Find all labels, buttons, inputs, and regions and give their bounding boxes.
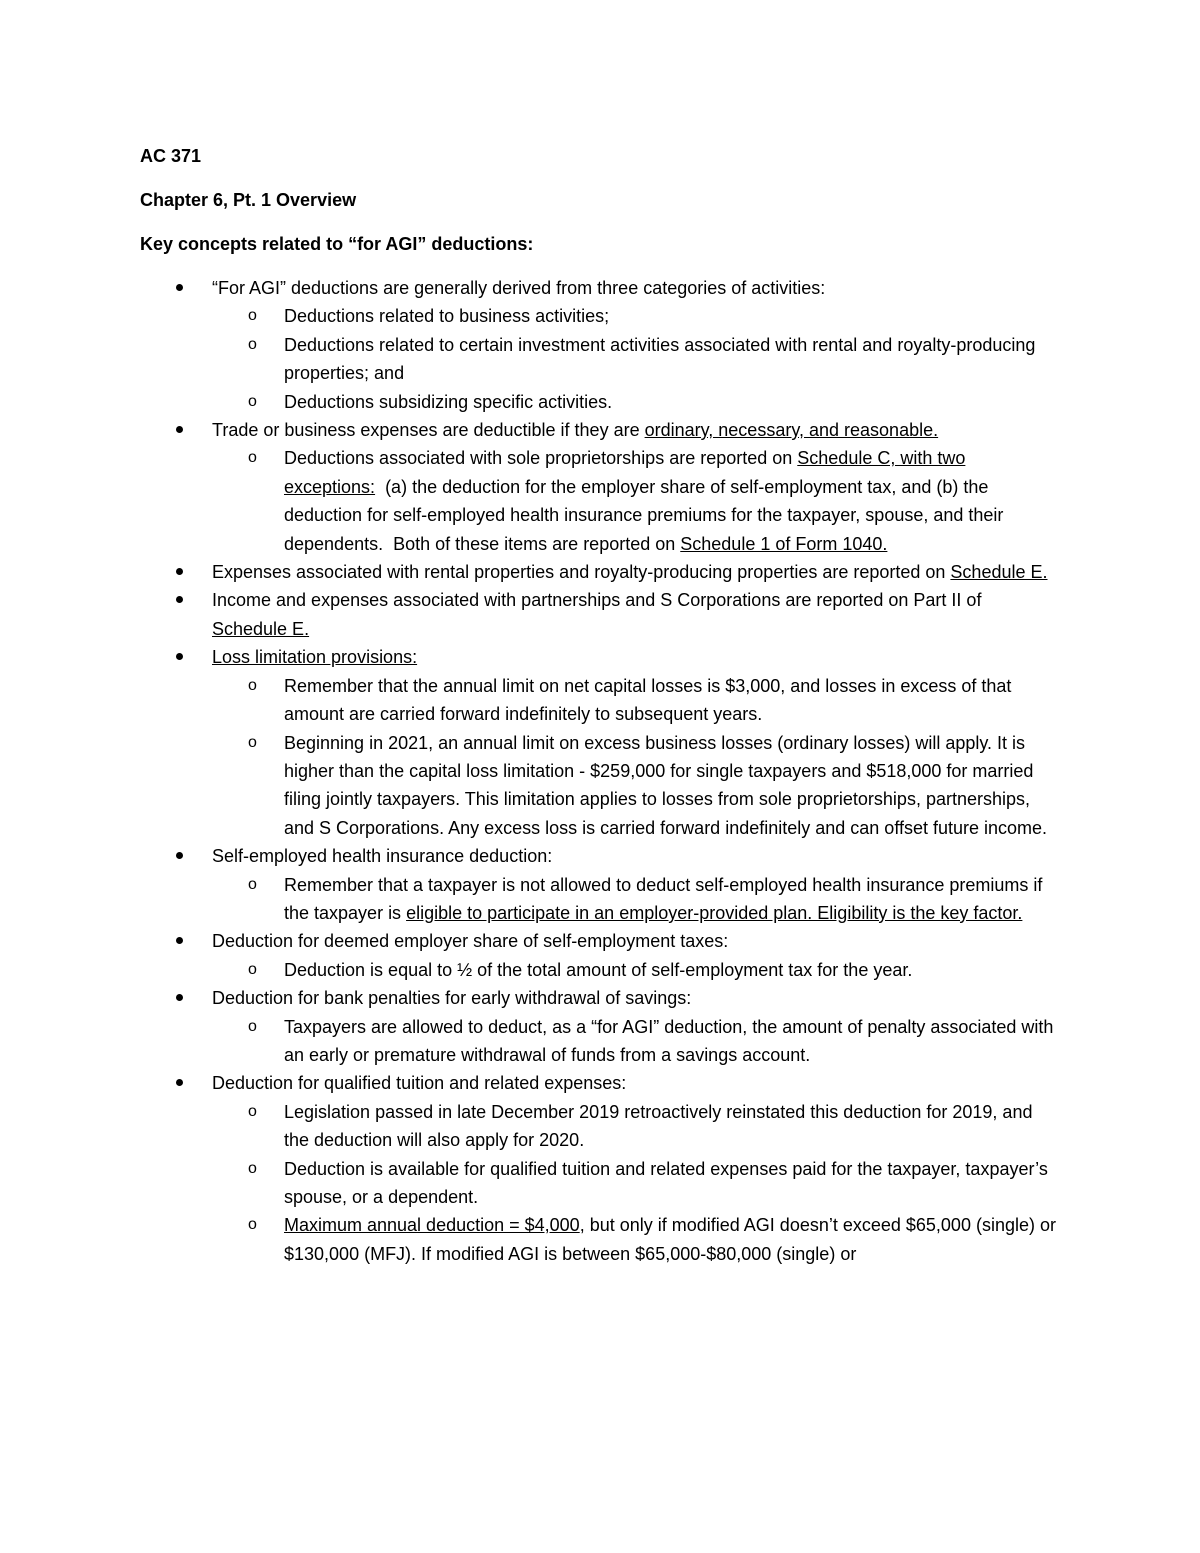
sub-item-text: Legislation passed in late December 2019 retroactively reinstated this deduction for 2019, and the deduction will also apply for 2020. xyxy=(284,1101,1033,1151)
underlined-text: ordinary, necessary, and reasonable. xyxy=(644,420,939,441)
sub-item-text: Deductions subsidizing specific activities. xyxy=(284,391,613,412)
bullet-text: Deduction for qualified tuition and related expenses: xyxy=(212,1073,627,1094)
bullet-icon xyxy=(176,1079,183,1086)
sub-item xyxy=(212,672,1060,729)
sub-item xyxy=(212,331,1060,388)
sub-item xyxy=(212,956,1060,984)
bullet-item-bank-penalties xyxy=(140,984,1060,1069)
sub-item-text: Deductions related to business activities; xyxy=(284,306,610,327)
bullet-icon xyxy=(176,426,183,433)
sub-item-text: Remember that a taxpayer is not allowed to deduct self-employed health insurance premiums if the taxpayer is xyxy=(284,874,1043,923)
sub-bullet-icon: o xyxy=(248,392,257,410)
bullet-item-employer-share xyxy=(140,927,1060,984)
sub-item xyxy=(212,302,1060,330)
sub-item-text: Deduction is available for qualified tuition and related expenses paid for the taxpayer, taxpayer’s spouse, or a dependent. xyxy=(284,1158,1048,1207)
sub-bullet-icon: o xyxy=(248,1017,257,1035)
bullet-icon xyxy=(176,568,183,575)
sub-list xyxy=(212,302,1060,416)
sub-bullet-icon: o xyxy=(248,1216,257,1234)
sub-item xyxy=(212,388,1060,416)
bullet-text: Deduction for bank penalties for early withdrawal of savings: xyxy=(212,988,692,1009)
sub-item xyxy=(212,729,1060,843)
sub-item-text: Deductions related to certain investment activities associated with rental and royalty-producing properties; and xyxy=(284,334,1036,384)
underlined-text: Schedule 1 of Form 1040. xyxy=(680,533,888,554)
sub-item-text: Deductions associated with sole proprietorships are reported on xyxy=(284,448,798,469)
sub-item-text: Deduction is equal to ½ of the total amount of self-employment tax for the year. xyxy=(284,959,913,980)
sub-item-text: Remember that the annual limit on net capital losses is $3,000, and losses in excess of that amount are carried forward indefinitely to subsequent years. xyxy=(284,675,1012,725)
sub-list xyxy=(212,871,1060,928)
course-code: AC 371 xyxy=(140,146,202,166)
sub-bullet-icon: o xyxy=(248,733,257,751)
document-body xyxy=(140,142,1060,1268)
bullet-text: Income and expenses associated with partnerships and S Corporations are reported on Part II of xyxy=(212,590,982,611)
bullet-item-for-agi-categories xyxy=(140,274,1060,416)
bullet-icon xyxy=(176,653,183,660)
bullet-item-partnerships xyxy=(140,586,1060,643)
sub-item xyxy=(212,1013,1060,1070)
sub-bullet-icon: o xyxy=(248,335,257,353)
bullet-item-trade-business-expenses xyxy=(140,416,1060,558)
underlined-text: Loss limitation provisions: xyxy=(212,647,418,668)
sub-item xyxy=(212,1098,1060,1155)
chapter-title: Chapter 6, Pt. 1 Overview xyxy=(140,190,357,210)
sub-bullet-icon: o xyxy=(248,307,257,325)
sub-bullet-icon: o xyxy=(248,449,257,467)
sub-item xyxy=(212,1155,1060,1212)
bullet-item-tuition xyxy=(140,1069,1060,1268)
underlined-text: eligible to participate in an employer-provided plan. Eligibility is the key factor. xyxy=(406,902,1023,923)
sub-item-text: (a) the deduction for the employer share of self-employment tax, and (b) the deduction for self-employed health insurance premiums for the taxpayer, spouse, and their dependents. Both of these items are reported on xyxy=(284,476,1009,554)
bullet-text: Self-employed health insurance deduction: xyxy=(212,846,553,867)
bullet-icon xyxy=(176,852,183,859)
sub-list xyxy=(212,1098,1060,1268)
sub-bullet-icon: o xyxy=(248,875,257,893)
bullet-icon xyxy=(176,596,183,603)
underlined-text: Schedule C, with two exceptions: xyxy=(284,448,966,497)
underlined-text: Maximum annual deduction = $4,000 xyxy=(284,1215,580,1236)
sub-item-text: , but only if modified AGI doesn’t exceed $65,000 (single) or $130,000 (MFJ). If modified AGI is between $65,000-$80,000 (single) or xyxy=(284,1215,1056,1264)
bullet-text: Trade or business expenses are deductible if they are xyxy=(212,420,645,441)
underlined-text: Schedule E. xyxy=(212,618,310,639)
sub-list xyxy=(212,1013,1060,1070)
bullet-text: Deduction for deemed employer share of self-employment taxes: xyxy=(212,931,729,952)
sub-bullet-icon: o xyxy=(248,960,257,978)
sub-list xyxy=(212,956,1060,984)
sub-item-text: Beginning in 2021, an annual limit on excess business losses (ordinary losses) will apply. It is higher than the capital loss limitation - $259,000 for single taxpayers and $518,000 for married filing jointly taxpayers. This limitation applies to losses from sole proprietorships, partnerships, and S Corporations. Any excess loss is carried forward indefinitely and can offset future income. xyxy=(284,732,1048,838)
sub-bullet-icon: o xyxy=(248,676,257,694)
sub-list xyxy=(212,444,1060,558)
bullet-text: Expenses associated with rental properties and royalty-producing properties are reported on xyxy=(212,562,951,583)
sub-item xyxy=(212,444,1060,558)
sub-bullet-icon: o xyxy=(248,1102,257,1120)
sub-bullet-icon: o xyxy=(248,1159,257,1177)
bullet-text: “For AGI” deductions are generally derived from three categories of activities: xyxy=(212,278,826,298)
bullet-item-loss-limitation xyxy=(140,643,1060,842)
sub-item xyxy=(212,1211,1060,1268)
main-bullet-list xyxy=(140,274,1060,1268)
sub-item-text: Taxpayers are allowed to deduct, as a “for AGI” deduction, the amount of penalty associated with an early or premature withdrawal of funds from a savings account. xyxy=(284,1016,1054,1065)
underlined-text: Schedule E. xyxy=(950,562,1048,583)
section-heading: Key concepts related to “for AGI” deductions: xyxy=(140,234,534,254)
bullet-item-rental-expenses xyxy=(140,558,1060,586)
bullet-icon xyxy=(176,937,183,944)
bullet-icon xyxy=(176,284,183,291)
bullet-icon xyxy=(176,994,183,1001)
sub-list xyxy=(212,672,1060,842)
sub-item xyxy=(212,871,1060,928)
bullet-item-health-insurance xyxy=(140,842,1060,927)
